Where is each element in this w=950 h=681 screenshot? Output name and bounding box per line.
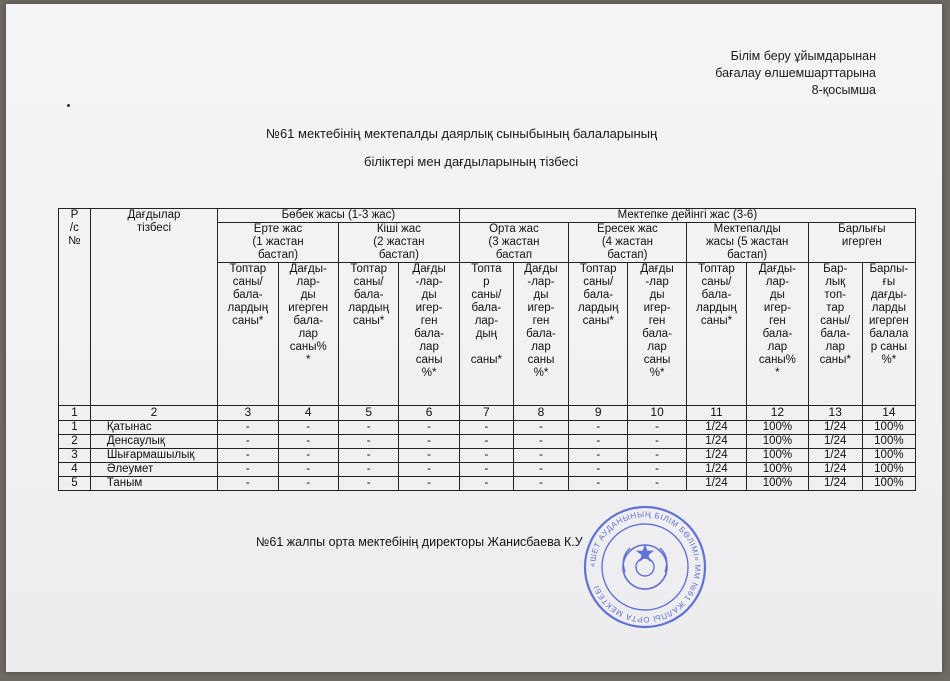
column-header: Дағды- лар- ды игер- ген бала- лар саны% * [747, 263, 809, 406]
column-header: Дағды -лар- ды игер- ген бала- лар саны %* [513, 263, 568, 406]
value-cell: 100% [862, 449, 915, 463]
row-number-cell: 2 [59, 435, 91, 449]
header-total-mastered: Барлығы игерген [808, 223, 915, 263]
value-cell: - [628, 435, 686, 449]
value-cell: - [628, 463, 686, 477]
column-number: 5 [338, 406, 398, 421]
row-number-cell: 1 [59, 421, 91, 435]
document-title-line-2: біліктері мен дағдыларының тізбесі [364, 154, 579, 169]
value-cell: - [218, 421, 278, 435]
value-cell: - [628, 421, 686, 435]
value-cell: - [628, 477, 686, 491]
skill-name-cell: Денсаулық [90, 435, 217, 449]
header-middle-age: Орта жас (3 жастан бастап [459, 223, 568, 263]
value-cell: 100% [747, 463, 809, 477]
value-cell: - [338, 477, 398, 491]
annex-line-1: Білім беру ұйымдарынан [730, 49, 876, 63]
value-cell: - [399, 463, 459, 477]
value-cell: 1/24 [686, 421, 746, 435]
value-cell: 100% [862, 421, 915, 435]
table-row [59, 421, 916, 435]
value-cell: 100% [747, 435, 809, 449]
value-cell: 100% [747, 477, 809, 491]
skills-table [58, 208, 916, 491]
column-header: Барлы- ғы дағды- ларды игерген балала р саны %* [862, 263, 915, 406]
column-number: 7 [459, 406, 513, 421]
value-cell: - [399, 477, 459, 491]
skill-name-cell: Әлеумет [90, 463, 217, 477]
annex-line-3: 8-қосымша [811, 83, 876, 97]
value-cell: - [513, 477, 568, 491]
value-cell: - [513, 449, 568, 463]
header-early-age: Ерте жас (1 жастан бастап) [218, 223, 339, 263]
document-title-line-1: №61 мектебінің мектепалды даярлық сыныбының балаларының [266, 126, 658, 141]
value-cell: 100% [862, 435, 915, 449]
value-cell: - [338, 449, 398, 463]
value-cell: - [569, 463, 628, 477]
value-cell: 1/24 [686, 477, 746, 491]
column-number: 12 [747, 406, 809, 421]
column-number: 6 [399, 406, 459, 421]
column-header: Топтар саны/ бала- лардың саны* [686, 263, 746, 406]
value-cell: 100% [747, 421, 809, 435]
column-header: Бар- лық топ- тар саны/ бала- лар саны* [808, 263, 862, 406]
value-cell: - [338, 463, 398, 477]
value-cell: 1/24 [808, 449, 862, 463]
value-cell: - [399, 449, 459, 463]
value-cell: 1/24 [808, 421, 862, 435]
value-cell: - [278, 449, 338, 463]
column-header: Дағды -лар- ды игер- ген бала- лар саны %* [399, 263, 459, 406]
column-header: Топтар саны/ бала- лардың саны* [338, 263, 398, 406]
value-cell: - [278, 435, 338, 449]
skill-name-cell: Таным [90, 477, 217, 491]
seal-outer-ring [585, 507, 705, 627]
seal-inner-ring [602, 524, 688, 610]
column-number: 4 [278, 406, 338, 421]
column-header: Дағды- лар- ды игерген бала- лар саны% * [278, 263, 338, 406]
table-row [59, 435, 916, 449]
column-number: 2 [90, 406, 217, 421]
column-number: 1 [59, 406, 91, 421]
value-cell: - [399, 435, 459, 449]
value-cell: - [569, 435, 628, 449]
column-number: 10 [628, 406, 686, 421]
column-number-row [59, 406, 916, 421]
value-cell: - [459, 463, 513, 477]
value-cell: - [338, 435, 398, 449]
row-number-cell: 3 [59, 449, 91, 463]
table-row [59, 463, 916, 477]
column-header: Дағды -лар ды игер- ген бала- лар саны %* [628, 263, 686, 406]
value-cell: - [278, 421, 338, 435]
value-cell: 1/24 [808, 463, 862, 477]
document-page [6, 4, 942, 672]
value-cell: - [628, 449, 686, 463]
value-cell: - [338, 421, 398, 435]
header-skills-list: Дағдылар тізбесі [90, 209, 217, 406]
value-cell: - [218, 435, 278, 449]
value-cell: 100% [747, 449, 809, 463]
column-header: Топтар саны/ бала- лардың саны* [569, 263, 628, 406]
value-cell: - [569, 477, 628, 491]
header-preschool-age: Мектепалды жасы (5 жастан бастап) [686, 223, 808, 263]
value-cell: - [459, 477, 513, 491]
table-row [59, 449, 916, 463]
column-number: 3 [218, 406, 278, 421]
value-cell: 1/24 [686, 435, 746, 449]
value-cell: - [513, 463, 568, 477]
table-row [59, 477, 916, 491]
header-senior-age: Ересек жас (4 жастан бастап) [569, 223, 687, 263]
value-cell: - [513, 421, 568, 435]
column-header: Топта р саны/ бала- лар- дың саны* [459, 263, 513, 406]
column-header: Топтар саны/ бала- лардың саны* [218, 263, 278, 406]
value-cell: - [459, 421, 513, 435]
ink-dot [67, 104, 70, 107]
value-cell: - [569, 421, 628, 435]
value-cell: - [569, 449, 628, 463]
emblem-shanyrak [636, 558, 654, 576]
column-number: 11 [686, 406, 746, 421]
column-number: 13 [808, 406, 862, 421]
value-cell: - [459, 449, 513, 463]
value-cell: - [399, 421, 459, 435]
value-cell: 100% [862, 477, 915, 491]
value-cell: - [459, 435, 513, 449]
value-cell: - [218, 449, 278, 463]
value-cell: - [218, 477, 278, 491]
value-cell: - [218, 463, 278, 477]
header-group-infant: Бөбек жасы (1-3 жас) [218, 209, 460, 223]
value-cell: 1/24 [808, 435, 862, 449]
header-junior-age: Кіші жас (2 жастан бастап) [338, 223, 459, 263]
header-row-number: Р /с № [59, 209, 91, 406]
value-cell: 100% [862, 463, 915, 477]
value-cell: 1/24 [808, 477, 862, 491]
skill-name-cell: Шығармашылық [90, 449, 217, 463]
column-number: 8 [513, 406, 568, 421]
value-cell: 1/24 [686, 449, 746, 463]
seal-ring-text: «ШЕТ АУДАНЫНЫҢ БІЛІМ БӨЛІМІ» ММ №61 ЖАЛПЫ ОРТА МЕКТЕБІ [587, 509, 703, 625]
annex-reference [715, 48, 876, 99]
column-number: 14 [862, 406, 915, 421]
row-number-cell: 4 [59, 463, 91, 477]
school-seal-stamp [580, 502, 710, 632]
row-number-cell: 5 [59, 477, 91, 491]
column-number: 9 [569, 406, 628, 421]
annex-line-2: бағалау өлшемшарттарына [715, 66, 876, 80]
value-cell: 1/24 [686, 463, 746, 477]
header-group-preschool: Мектепке дейінгі жас (3-6) [459, 209, 915, 223]
director-signature-line: №61 жалпы орта мектебінің директоры Жанисбаева К.У [256, 535, 583, 549]
value-cell: - [513, 435, 568, 449]
value-cell: - [278, 463, 338, 477]
value-cell: - [278, 477, 338, 491]
skill-name-cell: Қатынас [90, 421, 217, 435]
